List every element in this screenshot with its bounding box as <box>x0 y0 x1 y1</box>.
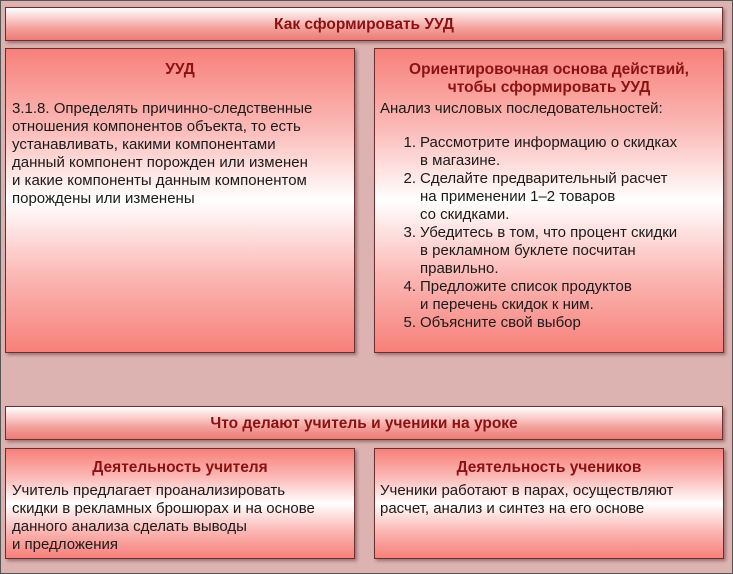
list-item-line: со скидками. <box>420 206 510 223</box>
orientation-panel <box>374 48 724 353</box>
uud-panel-text <box>12 100 312 208</box>
list-item-text <box>420 278 632 314</box>
list-item-line: правильно. <box>420 260 499 277</box>
lesson-header-bar <box>5 406 723 440</box>
list-item-line: Убедитесь в том, что процент скидки <box>420 224 678 241</box>
uud-text-line: устанавливать, какими компонентами <box>12 136 276 153</box>
teacher-panel-title: Деятельность учителя <box>92 459 268 476</box>
students-panel-text <box>380 482 673 518</box>
list-item-text <box>420 134 677 170</box>
list-item-number: 4. <box>403 278 416 295</box>
uud-text-line: 3.1.8. Определять причинно-следственные <box>12 100 313 117</box>
orientation-title-line: Ориентировочная основа действий, <box>409 61 689 78</box>
header-bar <box>5 7 723 41</box>
list-item-line: Объясните свой выбор <box>420 314 581 331</box>
students-panel-title: Деятельность учеников <box>456 459 642 476</box>
teacher-panel <box>5 448 355 559</box>
orientation-intro: Анализ числовых последовательностей: <box>380 100 663 117</box>
teacher-text-line: Учитель предлагает проанализировать <box>12 482 286 499</box>
uud-text-line: отношения компонентов объекта, то есть <box>12 118 301 135</box>
list-item-text <box>420 314 581 332</box>
list-item-line: Сделайте предварительный расчет <box>420 170 668 187</box>
list-item-text <box>420 170 667 224</box>
list-item-line: в магазине. <box>420 152 501 169</box>
uud-panel-title: УУД <box>165 61 195 78</box>
uud-text-line: и какие компоненты данным компонентом <box>12 172 307 189</box>
list-item-number: 5. <box>403 314 416 331</box>
lesson-header-title: Что делают учитель и ученики на уроке <box>210 415 518 432</box>
list-item-text <box>420 224 677 278</box>
list-item-line: и перечень скидок к ним. <box>420 296 594 313</box>
list-item-number: 1. <box>403 134 416 151</box>
list-item-line: в рекламном буклете посчитан <box>420 242 636 259</box>
students-text-line: Ученики работают в парах, осуществляют <box>380 482 674 499</box>
teacher-text-line: и предложения <box>12 536 119 553</box>
teacher-panel-text <box>12 482 315 554</box>
list-item-number: 3. <box>403 224 416 241</box>
teacher-text-line: скидки в рекламных брошюрах и на основе <box>12 500 315 517</box>
students-text-line: расчет, анализ и синтез на его основе <box>380 500 645 517</box>
uud-panel <box>5 48 355 353</box>
page-title: Как сформировать УУД <box>274 16 454 33</box>
list-item-line: на применении 1–2 товаров <box>420 188 616 205</box>
uud-text-line: порождены или изменены <box>12 190 195 207</box>
list-item-number: 2. <box>403 170 416 187</box>
list-item-line: Рассмотрите информацию о скидках <box>420 134 678 151</box>
uud-text-line: данный компонент порожден или изменен <box>12 154 308 171</box>
orientation-title-line: чтобы сформировать УУД <box>447 79 651 96</box>
teacher-text-line: данного анализа сделать выводы <box>12 518 247 535</box>
list-item-line: Предложите список продуктов <box>420 278 632 295</box>
students-panel <box>374 448 724 559</box>
orientation-panel-title <box>375 61 723 97</box>
